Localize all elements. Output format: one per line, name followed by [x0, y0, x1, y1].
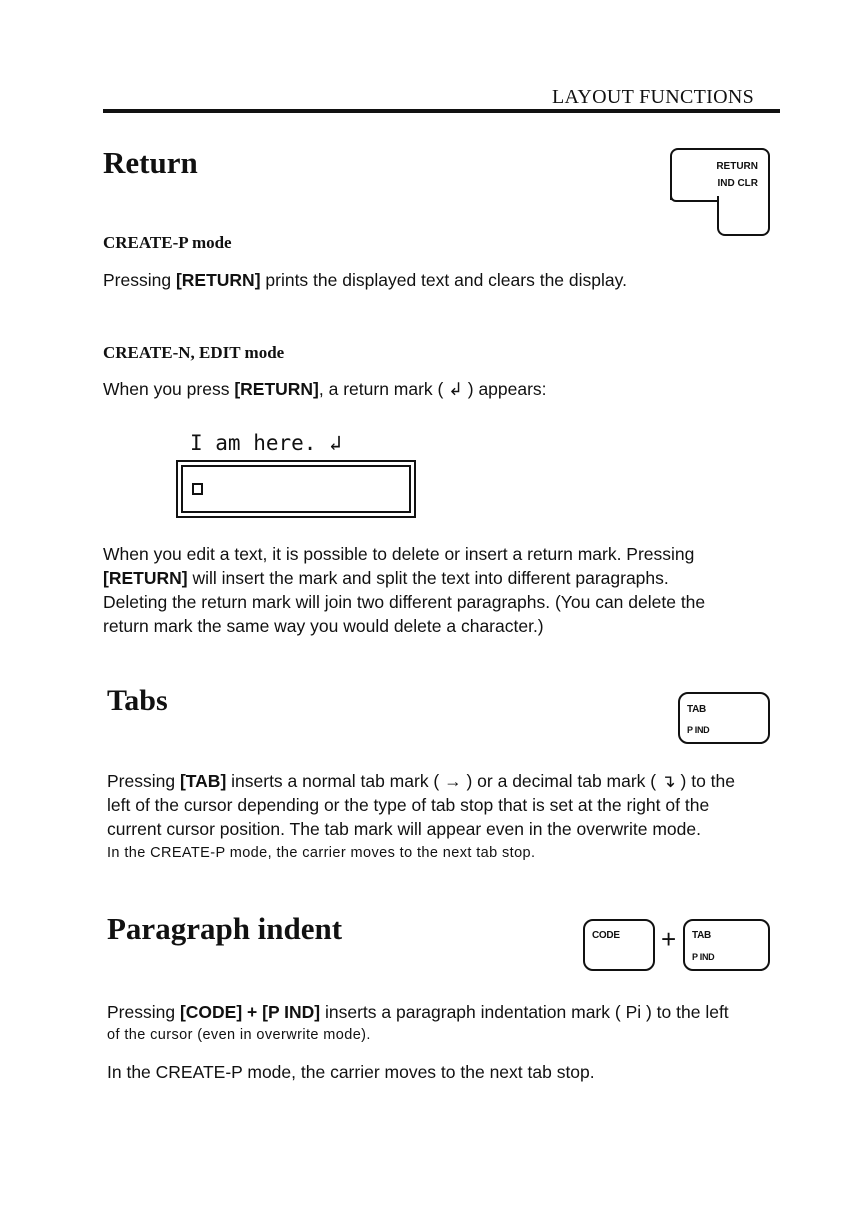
tabs-body-line-1 [107, 769, 735, 793]
return-key-joint [670, 196, 719, 202]
display-sample-text: I am here. ↲ [190, 431, 342, 455]
cursor-icon [192, 483, 203, 495]
tabs-body-line-4: In the CREATE-P mode, the carrier moves to the next tab stop. [107, 845, 536, 861]
return-key-bottom-label: IND CLR [717, 178, 758, 189]
tabs-heading: Tabs [107, 684, 168, 717]
return-body-line-1: When you edit a text, it is possible to delete or insert a return mark. Pressing [103, 544, 695, 564]
plus-sign: + [661, 924, 677, 954]
create-n-mode-label: CREATE-N, EDIT mode [103, 343, 285, 362]
create-n-key-ref: [RETURN] [234, 379, 319, 399]
return-heading: Return [103, 145, 198, 180]
return-body-line-2 [103, 566, 669, 590]
return-key-icon [670, 148, 770, 200]
paragraph-indent-heading: Paragraph indent [107, 911, 343, 946]
create-p-key-ref: [RETURN] [175, 270, 261, 290]
header-rule [103, 109, 780, 113]
paragraph-body-line-1 [107, 1000, 729, 1024]
lcd-display-screen [181, 465, 411, 513]
create-n-paragraph [103, 377, 547, 401]
return-body-line-4: return mark the same way you would delete a character.) [103, 616, 544, 636]
tab-key-bottom-label: P IND [687, 725, 710, 735]
page-header: LAYOUT FUNCTIONS [552, 86, 755, 108]
tabs-body-line-3: current cursor position. The tab mark will appear even in the overwrite mode. [107, 819, 701, 839]
code-key-label: CODE [592, 930, 620, 941]
paragraph-line-1-before: Pressing [107, 1002, 180, 1022]
return-body-key-ref: [RETURN] [103, 568, 188, 588]
tab-key-icon [678, 692, 770, 744]
tabs-line-1-after: inserts a normal tab mark ( → ) or a decimal tab mark ( ↴ ) to the [226, 771, 735, 791]
create-n-text-after: , a return mark ( ↲ ) appears: [318, 379, 547, 399]
create-p-paragraph [103, 268, 627, 292]
return-body-line-3: Deleting the return mark will join two different paragraphs. (You can delete the [103, 592, 706, 612]
tab-key-top-label: TAB [687, 704, 706, 715]
paragraph-key-ref: [CODE] + [P IND] [179, 1002, 321, 1022]
tabs-body-line-2: left of the cursor depending or the type of tab stop that is set at the right of the [107, 795, 710, 815]
tab-pind-key-top-label: TAB [692, 930, 711, 941]
code-key-icon [583, 919, 655, 971]
create-p-text-before: Pressing [103, 270, 176, 290]
paragraph-body-line-3: In the CREATE-P mode, the carrier moves to the next tab stop. [107, 1062, 595, 1082]
tab-pind-key-icon [683, 919, 770, 971]
return-key-top-label: RETURN [716, 161, 758, 172]
tabs-line-1-before: Pressing [107, 771, 180, 791]
create-n-text-before: When you press [103, 379, 235, 399]
paragraph-body-line-2: of the cursor (even in overwrite mode). [107, 1027, 371, 1043]
return-body-line-2-rest: will insert the mark and split the text into different paragraphs. [187, 568, 669, 588]
tabs-key-ref: [TAB] [179, 771, 227, 791]
paragraph-line-1-after: inserts a paragraph indentation mark ( Pi ) to the left [320, 1002, 729, 1022]
create-p-mode-label: CREATE-P mode [103, 233, 232, 252]
create-p-text-after: prints the displayed text and clears the display. [260, 270, 627, 290]
return-key-lower-part [717, 196, 770, 236]
tab-pind-key-bottom-label: P IND [692, 952, 715, 962]
